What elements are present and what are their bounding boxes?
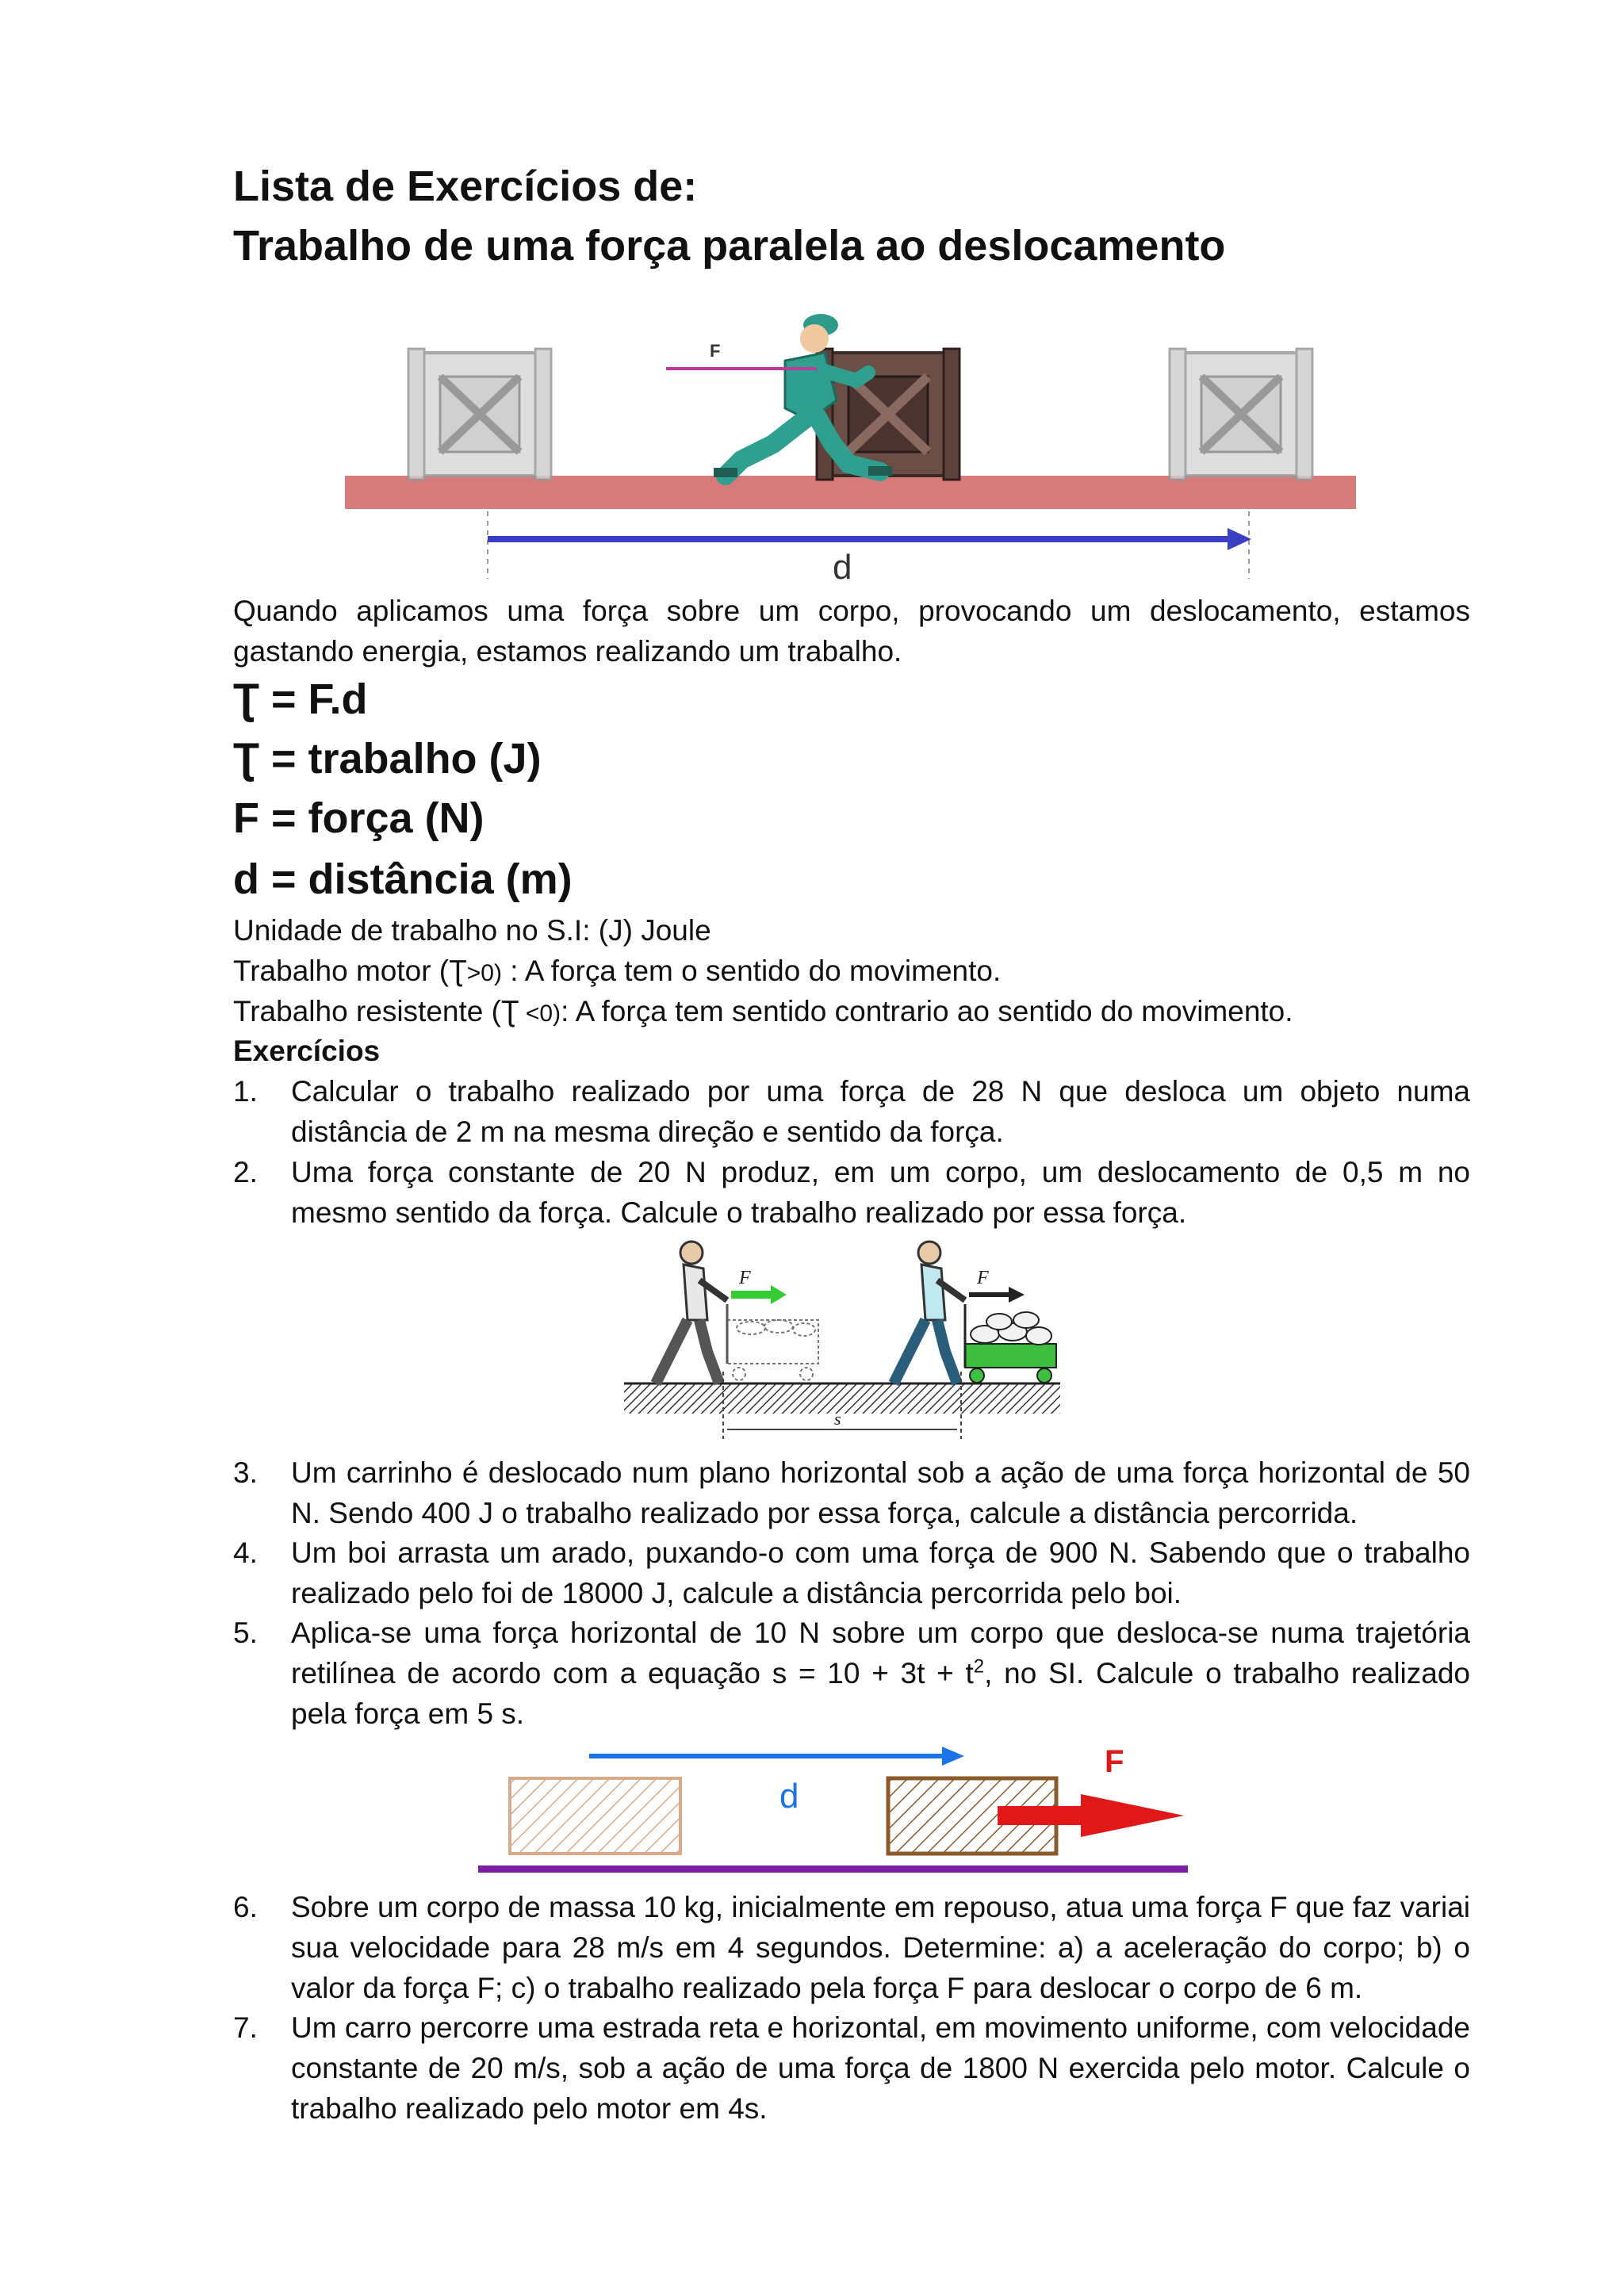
exercise-item: 6. Sobre um corpo de massa 10 kg, inicialmente em repouso, atua uma força F que faz variai sua velocidade para 28 m/s em 4 segundos. Determine: a) a aceleração do corpo; b) o valor da força F; c) o trabalho realizado pela força F para deslocar o corpo de 6 m. <box>233 1891 1470 2004</box>
svg-text:F: F <box>977 1268 989 1288</box>
figure-worker-pushing-crate <box>341 305 1364 583</box>
exercise-item: 3. Um carrinho é deslocado num plano horizontal sob a ação de uma força horizontal de 50 N. Sendo 400 J o trabalho realizado por essa força, calcule a distância percorrida. <box>233 1456 1470 1529</box>
exercise-item: 7. Um carro percorre uma estrada reta e horizontal, em movimento uniforme, com velocidade constante de 20 m/s, sob a ação de uma força de 1800 N exercida pelo motor. Calcule o trabalho realizado pelo motor em 4s. <box>233 2011 1470 2125</box>
man-left <box>656 1242 727 1383</box>
crate-start <box>408 349 551 480</box>
ground-line <box>478 1866 1188 1873</box>
title-line-2: Trabalho de uma força paralela ao deslocamento <box>233 222 1226 270</box>
force-label: F <box>710 341 721 361</box>
force-arrow-red <box>998 1806 1081 1825</box>
cart-start <box>727 1320 818 1380</box>
formula-force-def: F = força (N) <box>233 794 485 842</box>
motor-work-note: Trabalho motor (Ʈ>0) : A força tem o sentido do movimento. <box>233 955 1002 987</box>
distance-label: d <box>833 548 852 583</box>
formula-distance-def: d = distância (m) <box>233 855 573 903</box>
resistant-work-note: Trabalho resistente (Ʈ <0): A força tem sentido contrario ao sentido do movimento. <box>233 995 1293 1027</box>
exercise-item: 1. Calcular o trabalho realizado por uma força de 28 N que desloca um objeto numa distância de 2 m na mesma direção e sentido da força. <box>233 1075 1470 1148</box>
crate-end <box>1170 349 1312 480</box>
distance-label-d: d <box>779 1777 799 1816</box>
figure-carts <box>620 1225 1064 1447</box>
formula-work-def: Ʈ = trabalho (J) <box>233 735 542 783</box>
man-right <box>894 1242 965 1383</box>
exercises-heading: Exercícios <box>233 1035 381 1067</box>
ground-hatched <box>624 1383 1060 1414</box>
svg-text:F: F <box>739 1268 751 1288</box>
cart-end <box>965 1304 1056 1383</box>
intro-paragraph: Quando aplicamos uma força sobre um corpo, provocando um deslocamento, estamos gastando energia, estamos realizando um trabalho. <box>233 595 1470 668</box>
floor <box>345 476 1356 509</box>
title-line-1: Lista de Exercícios de: <box>233 163 698 210</box>
figure-block-displacement <box>474 1740 1188 1879</box>
force-label-F: F <box>1105 1744 1124 1779</box>
exercise-item: 4. Um boi arrasta um arado, puxando-o com uma força de 900 N. Sabendo que o trabalho realizado pelo foi de 18000 J, calcule a distância percorrida pelo boi. <box>233 1536 1470 1609</box>
svg-text:s: s <box>834 1409 841 1429</box>
unit-note: Unidade de trabalho no S.I: (J) Joule <box>233 914 711 947</box>
exercise-item: 2. Uma força constante de 20 N produz, em um corpo, um deslocamento de 0,5 m no mesmo sentido da força. Calcule o trabalho realizado por essa força. <box>233 1156 1470 1229</box>
formula-work: Ʈ = F.d <box>233 675 368 723</box>
exercise-item: 5. Aplica-se uma força horizontal de 10 N sobre um corpo que desloca-se numa trajetória retilínea de acordo com a equação $s = 10 + 3t + t^2$, no SI. Calcule o trabalho realizado pela força em 5 s. <box>233 1617 1470 1730</box>
block-start <box>510 1778 680 1854</box>
